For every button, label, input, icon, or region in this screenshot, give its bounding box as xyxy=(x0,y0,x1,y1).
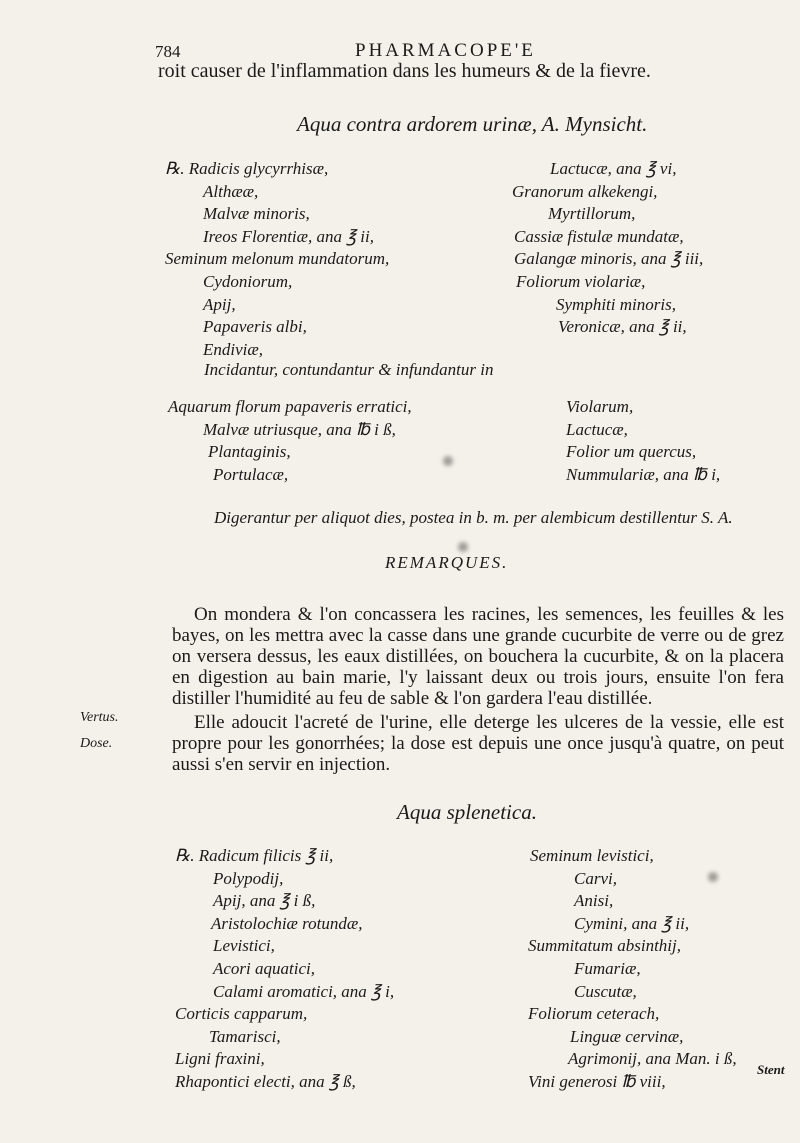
ingredient-line: Aristolochiæ rotundæ, xyxy=(211,913,363,933)
ingredient-line: Tamarisci, xyxy=(209,1026,281,1046)
ingredient-line: Linguæ cervinæ, xyxy=(570,1026,684,1046)
waters-right-column xyxy=(566,396,720,486)
ingredient-line: Polypodij, xyxy=(213,868,284,888)
ingredient-line: Agrimonij, ana Man. i ß, xyxy=(568,1049,737,1069)
ingredient-line: Cuscutæ, xyxy=(574,981,637,1001)
ingredient-line: Malvæ utriusque, ana ℔ i ß, xyxy=(203,419,396,439)
ingredient-line: ℞. Radicum filicis ℥ ii, xyxy=(175,846,334,865)
ingredient-line: Summitatum absinthij, xyxy=(528,936,682,956)
infusion-instruction: Incidantur, contundantur & infundantur in xyxy=(204,360,494,379)
ingredient-line: Granorum alkekengi, xyxy=(512,181,658,201)
ingredient-line: Foliorum ceterach, xyxy=(528,1004,660,1024)
remarques-body xyxy=(172,604,784,775)
ingredient-line: Seminum melonum mundatorum, xyxy=(165,249,390,269)
ingredient-line: Aquarum florum papaveris erratici, xyxy=(168,397,412,416)
ingredient-line: Nummulariæ, ana ℔ i, xyxy=(566,464,721,484)
remarques-heading: REMARQUES. xyxy=(385,553,509,572)
ingredient-line: Symphiti minoris, xyxy=(556,294,676,314)
margin-note-vertus: Vertus. xyxy=(80,710,119,725)
ingredient-line: Cassiæ fistulæ mundatæ, xyxy=(514,226,684,246)
digestion-instruction: Digerantur per aliquot dies, postea in b. m. per alembicum destillentur S. A. xyxy=(214,508,733,527)
ingredient-line: Rhapontici electi, ana ℥ ß, xyxy=(175,1071,356,1091)
section1-title: Aqua contra ardorem urinæ, A. Mynsicht. xyxy=(297,112,648,136)
ingredient-line: Cymini, ana ℥ ii, xyxy=(574,913,690,933)
ingredient-line: Folior um quercus, xyxy=(566,442,697,462)
ingredient-line: Althææ, xyxy=(203,181,259,201)
ingredient-line: Levistici, xyxy=(213,936,275,956)
margin-note-dose: Dose. xyxy=(80,736,113,751)
ingredient-line: Plantaginis, xyxy=(208,442,291,462)
page-number: 784 xyxy=(155,42,181,61)
ingredient-line: Portulacæ, xyxy=(213,464,289,484)
ingredient-line: Myrtillorum, xyxy=(548,204,636,224)
ingredient-line: Acori aquatici, xyxy=(213,958,315,978)
ink-smudge xyxy=(458,542,468,552)
ingredient-line: Anisi, xyxy=(574,891,614,911)
ingredient-line: Fumariæ, xyxy=(574,958,641,978)
section2-right-column xyxy=(528,845,737,1094)
remarques-paragraph: Elle adoucit l'acreté de l'urine, elle deterge les ulceres de la vessie, elle est propre pour les gonorrhées; la dose est depuis une once jusqu'à quatre, on peut aussi s'en servir en injection. xyxy=(172,712,784,775)
ingredient-line: Ligni fraxini, xyxy=(175,1049,265,1069)
ingredient-line: Violarum, xyxy=(566,397,634,416)
ingredient-line: Corticis capparum, xyxy=(175,1004,308,1024)
running-title: PHARMACOPE'E xyxy=(355,40,536,61)
ingredient-line: Endiviæ, xyxy=(203,339,263,359)
ink-smudge xyxy=(708,872,718,882)
waters-left-column xyxy=(168,396,412,486)
ingredient-line: Galangæ minoris, ana ℥ iii, xyxy=(514,249,704,269)
ink-smudge xyxy=(443,456,453,466)
ingredient-line: Calami aromatici, ana ℥ i, xyxy=(213,981,395,1001)
section2-title: Aqua splenetica. xyxy=(397,800,537,824)
ingredient-line: Cydoniorum, xyxy=(203,271,293,291)
remarques-paragraph: On mondera & l'on concassera les racines, les semences, les feuilles & les bayes, on les mettra avec la casse dans une grande cucurbite de verre ou de grez on versera dessus, les eaux distillées, on bouchera la cucurbite, & on la placera en digestion au bain marie, l'y laissant deux ou trois jours, ensuite l'on fera distiller l'humidité au feu de sable & l'on gardera l'eau distillée. xyxy=(172,604,784,709)
ingredient-line: Ireos Florentiæ, ana ℥ ii, xyxy=(203,226,374,246)
ingredient-line: Lactucæ, ana ℥ vi, xyxy=(550,159,677,178)
ingredient-line: Vini generosi ℔ viii, xyxy=(528,1071,666,1091)
ingredient-line: Carvi, xyxy=(574,868,617,888)
ingredient-line: Lactucæ, xyxy=(566,419,628,439)
ingredient-line: Apij, xyxy=(203,294,236,314)
section1-left-column xyxy=(165,158,389,361)
ingredient-line: Papaveris albi, xyxy=(203,317,307,337)
section2-left-column xyxy=(175,845,394,1094)
continuation-line: roit causer de l'inflammation dans les humeurs & de la fievre. xyxy=(158,60,651,82)
ingredient-line: ℞. Radicis glycyrrhisæ, xyxy=(165,159,329,178)
section1-right-column xyxy=(512,158,703,339)
ingredient-line: Veronicæ, ana ℥ ii, xyxy=(558,317,687,337)
ingredient-line: Foliorum violariæ, xyxy=(516,271,646,291)
ingredient-line: Malvæ minoris, xyxy=(203,204,310,224)
catchword: Stent xyxy=(757,1062,785,1077)
ingredient-line: Seminum levistici, xyxy=(530,846,654,865)
ingredient-line: Apij, ana ℥ i ß, xyxy=(213,891,316,911)
